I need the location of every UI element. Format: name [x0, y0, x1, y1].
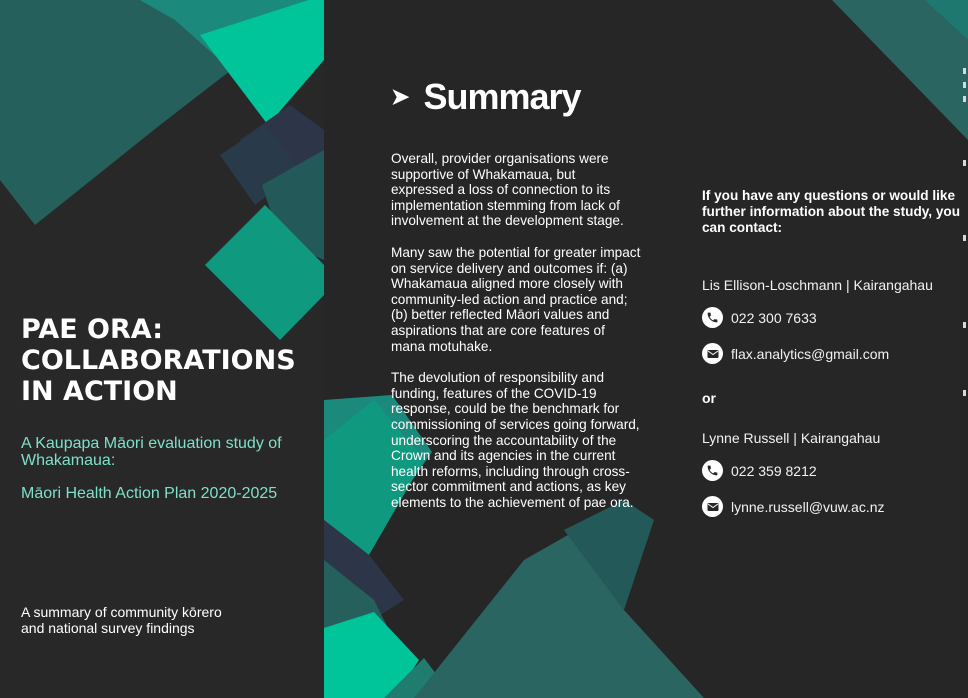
- phone-icon: [702, 307, 723, 328]
- or-separator: or: [702, 390, 716, 406]
- contact-phone[interactable]: [702, 307, 817, 328]
- summary-heading-text: Summary: [423, 76, 581, 117]
- cover-summary-line: A summary of community kōrero: [21, 604, 222, 620]
- contact-email-address: flax.analytics@gmail.com: [731, 345, 890, 362]
- email-icon: [702, 343, 723, 364]
- summary-body: [391, 151, 641, 526]
- cover-subtitle-plan: Māori Health Action Plan 2020-2025: [21, 485, 278, 502]
- next-panel-edge: [963, 60, 968, 420]
- cover-title-line: PAE ORA:: [21, 314, 163, 345]
- contact-name: Lis Ellison-Loschmann | Kairangahau: [702, 277, 933, 293]
- cover-summary-line: and national survey findings: [21, 620, 195, 636]
- phone-icon: [702, 460, 723, 481]
- cover-title-line: IN ACTION: [21, 376, 178, 407]
- contact-phone[interactable]: [702, 460, 817, 481]
- contact-phone-number: 022 359 8212: [731, 462, 817, 479]
- cover-title-line: COLLABORATIONS: [21, 345, 296, 376]
- summary-paragraph: Many saw the potential for greater impact on service delivery and outcomes if: (a) Whakamaua aligned more closely with community-led action and practice and; (b) better reflected Māori values and aspirations that are core features of mana motuhake.: [391, 244, 641, 354]
- contact-email[interactable]: [702, 496, 885, 517]
- cover-subtitle: A Kaupapa Māori evaluation study of Whakamaua:: [21, 435, 282, 469]
- contact-email-address: lynne.russell@vuw.ac.nz: [731, 498, 885, 515]
- summary-paragraph: Overall, provider organisations were supportive of Whakamaua, but expressed a loss of connection to its implementation stemming from lack of involvement at the development stage.: [391, 151, 624, 229]
- contact-email[interactable]: [702, 343, 889, 364]
- cover-panel: [0, 0, 324, 698]
- contact-intro: If you have any questions or would like further information about the study, you can contact:: [702, 188, 961, 235]
- contact-phone-number: 022 300 7633: [731, 309, 817, 326]
- email-icon: [702, 496, 723, 517]
- arrow-icon: ➤: [391, 84, 410, 109]
- summary-panel: [324, 0, 968, 698]
- summary-heading: [391, 76, 581, 118]
- contact-name: Lynne Russell | Kairangahau: [702, 430, 881, 446]
- contact-intro-block: [702, 188, 968, 236]
- summary-paragraph: The devolution of responsibility and funding, features of the COVID-19 response, could be the benchmark for commissioning of services going forward, underscoring the accountability of the Crown and its agencies in the current health reforms, including through cross-sector commitment and actions, as key elements to the achievement of pae ora.: [391, 370, 640, 510]
- cover-title: [21, 314, 311, 407]
- cover-summary: [21, 604, 281, 636]
